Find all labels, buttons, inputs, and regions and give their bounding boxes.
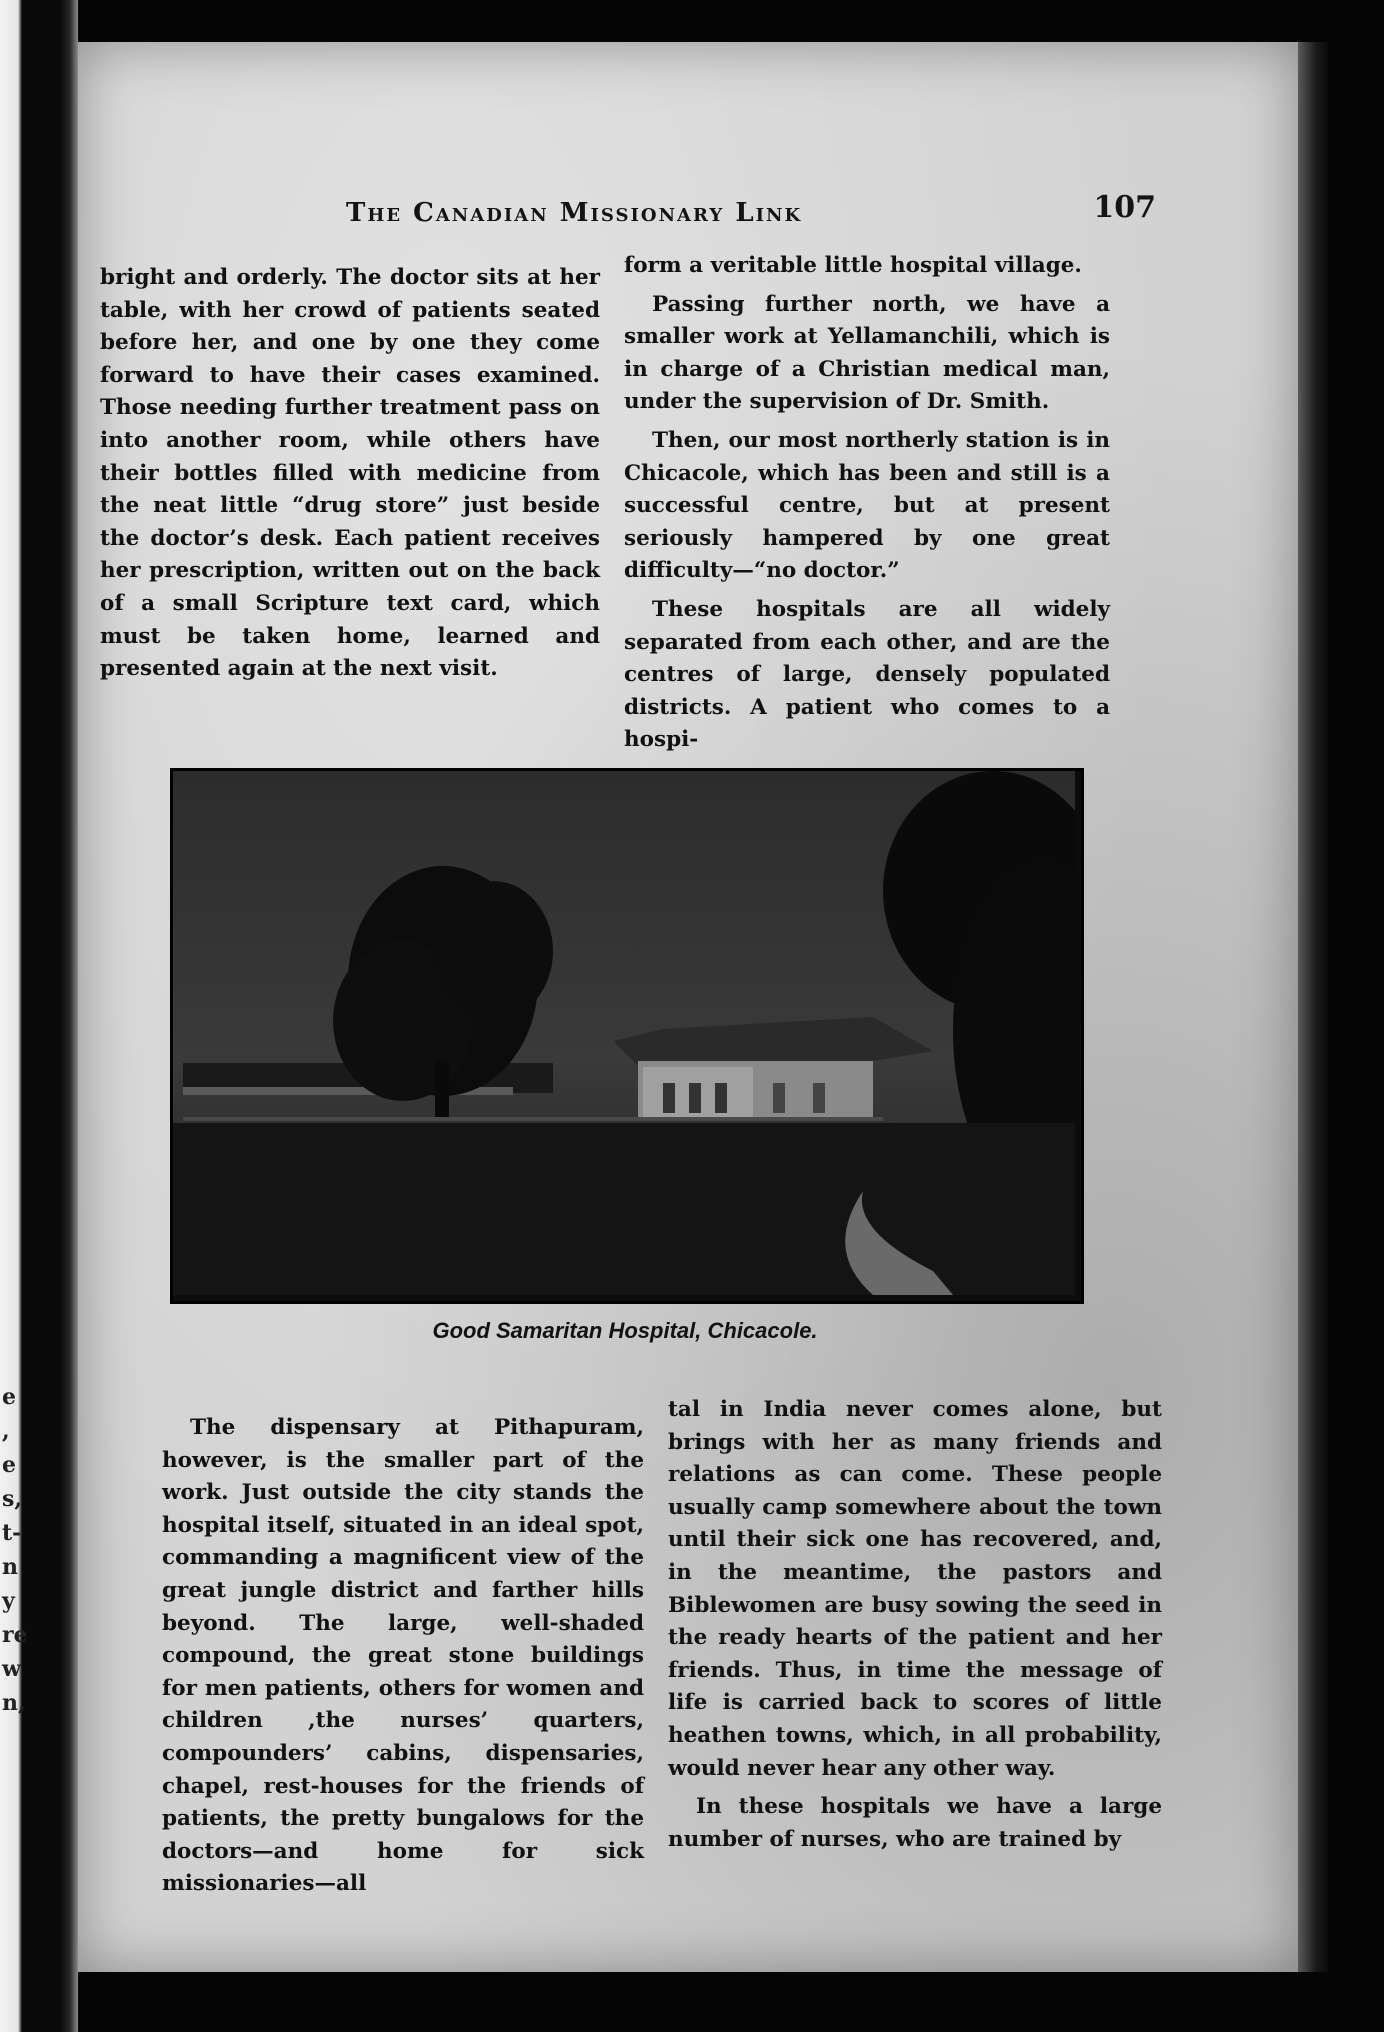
- column-bottom-right: [668, 1394, 1162, 1862]
- hospital-photo-image: [173, 771, 1075, 1295]
- paragraph: tal in India never comes alone, but brings with her as many friends and relations as can come. These people usually camp somewhere about the town until their sick one has recovered, and, in the meantime, the pastors and Biblewomen are busy sowing the seed in the ready hearts of the patient and her friends. Thus, in time the message of life is carried back to scores of little heathen towns, which, in all probability, would never hear any other way.: [668, 1397, 1162, 1781]
- paragraph: form a veritable little hospital village.: [624, 253, 1082, 278]
- page-number: 107: [1093, 190, 1156, 225]
- paragraph: These hospitals are all widely separated from each other, and are the centres of large, densely populated districts. A patient who comes to a hospi-: [624, 596, 1110, 753]
- photo-caption: Good Samaritan Hospital, Chicacole.: [432, 1318, 818, 1343]
- paragraph: The dispensary at Pithapuram, however, is the smaller part of the work. Just outside the city stands the hospital itself, situated in an ideal spot, commanding a magnificent view of the great jungle district and farther hills beyond. The large, well-shaded compound, the great stone buildings for men patients, others for women and children ,the nurses’ quarters, compounders’ cabins, dispensaries, chapel, rest-houses for the friends of patients, the pretty bungalows for the doctors—and home for sick missionaries—all: [162, 1415, 644, 1897]
- running-title: The Canadian Missionary Link: [346, 198, 803, 228]
- paragraph: Then, our most northerly station is in Chicacole, which has been and still is a successful centre, but at present seriously hampered by one great difficulty—“no doctor.”: [624, 427, 1110, 584]
- paragraph: In these hospitals we have a large number of nurses, who are trained by: [668, 1794, 1162, 1852]
- column-top-right: [624, 250, 1110, 763]
- hospital-photograph: [170, 768, 1084, 1304]
- paragraph: Passing further north, we have a smaller work at Yellamanchili, which is in charge of a Christian medical man, under the supervision of Dr. Smith.: [624, 291, 1110, 415]
- adjacent-page-strip: [0, 0, 78, 2032]
- paragraph: bright and orderly. The doctor sits at her table, with her crowd of patients seated before her, and one by one they come forward to have their cases examined. Those needing further treatment pass on into another room, while others have their bottles filled with medicine from the neat little “drug store” just beside the doctor’s desk. Each patient receives her prescription, written out on the back of a small Scripture text card, which must be taken home, learned and presented again at the next visit.: [100, 265, 600, 682]
- adjacent-page-edge-letters: e , e s, t- n y re w n,: [2, 1384, 28, 1716]
- column-top-left: [100, 262, 600, 692]
- page-header: [256, 190, 1156, 240]
- column-bottom-left: [162, 1412, 644, 1907]
- page-binding-edge: [1298, 42, 1328, 1972]
